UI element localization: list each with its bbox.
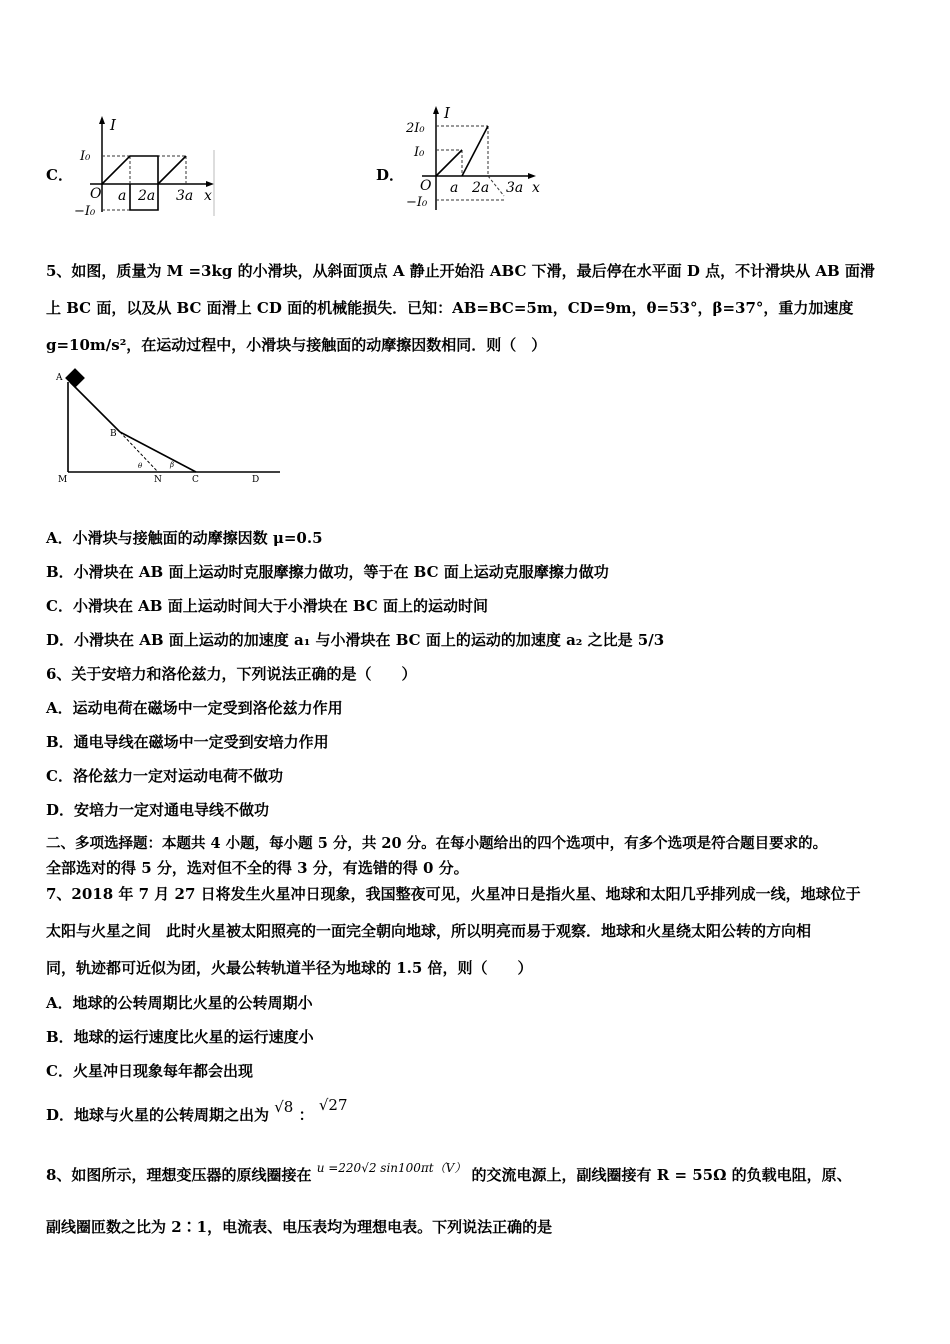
graph-c-x-arrow: [206, 181, 214, 187]
graph-d-curve: [436, 150, 462, 176]
graph-d-i0: I₀: [414, 145, 425, 160]
q5-fig-label-m: M: [58, 475, 68, 485]
q5-stem-line-1: 5、如图，质量为 M =3kg 的小滑块，从斜面顶点 A 静止开始沿 ABC 下滑，最后停在水平面 D 点，不计滑块从 AB 面滑: [46, 262, 875, 280]
option-d-label: D．: [376, 166, 405, 184]
q8-stem-line-2: 副线圈匝数之比为 2∶1，电流表、电压表均为理想电表。下列说法正确的是: [46, 1218, 553, 1236]
q6-stem: 6、关于安培力和洛伦兹力，下列说法正确的是（ ）: [46, 665, 417, 683]
q5-stem-line-2: 上 BC 面，以及从 BC 面滑上 CD 面的机械能损失．已知：AB=BC=5m，CD=9m，θ=53°，β=37°，重力加速度: [46, 299, 854, 317]
q7-stem-line-2: 太阳与火星之间 此时火星被太阳照亮的一面完全朝向地球，所以明亮而易于观察．地球和火星绕太阳公转的方向相: [46, 922, 812, 940]
q7-option-d-separator: ：: [298, 1106, 314, 1124]
q5-fig-label-c: C: [192, 475, 199, 485]
graph-d-2i0: 2I₀: [406, 121, 425, 136]
graph-c-curve: [102, 156, 158, 184]
graph-c-origin: O: [90, 186, 102, 202]
q7-option-a: A．地球的公转周期比火星的公转周期小: [46, 994, 313, 1012]
q5-incline-figure: [54, 368, 294, 488]
q7-option-b: B．地球的运行速度比火星的运行速度小: [46, 1028, 314, 1046]
q5-option-a: A．小滑块与接触面的动摩擦因数 μ=0.5: [46, 529, 323, 547]
q7-stem-line-3: 同，轨迹都可近似为团，火最公转轨道半径为地球的 1.5 倍，则（ ）: [46, 959, 533, 977]
q6-option-b: B．通电导线在磁场中一定受到安培力作用: [46, 733, 329, 751]
graph-c-tick-a: a: [118, 188, 127, 204]
graph-c-neg-i0: −I₀: [74, 204, 96, 219]
section2-line-1: 二、多项选择题：本题共 4 小题，每小题 5 分，共 20 分。在每小题给出的四个选项中，有多个选项是符合题目要求的。: [46, 835, 828, 852]
graph-c-y-arrow: [99, 116, 105, 124]
graph-d-tick-3a: 3a: [506, 180, 524, 196]
graph-d-tick-a: a: [450, 180, 459, 196]
graph-d-y-arrow: [433, 106, 439, 114]
graph-d-tick-2a: 2a: [472, 180, 490, 196]
q5-fig-label-beta: β: [170, 461, 175, 469]
graph-d: [400, 100, 560, 218]
graph-d-origin: O: [420, 178, 432, 194]
graph-c: [72, 112, 232, 222]
q8-stem-line-1: [46, 1161, 852, 1187]
q5-stem-line-3: g=10m/s²，在运动过程中，小滑块与接触面的动摩擦因数相同．则（ ）: [46, 336, 547, 354]
q7-option-d: [46, 1096, 348, 1126]
option-c-label: C．: [46, 166, 73, 184]
graph-c-tick-3a: 3a: [176, 188, 194, 204]
q8-formula: u =220√2 sin100πt（V）: [316, 1161, 467, 1175]
graph-d-x-arrow: [528, 173, 536, 179]
q7-option-d-value-2: √27: [318, 1096, 348, 1114]
q5-fig-label-d: D: [252, 475, 260, 485]
q5-fig-label-a: A: [56, 373, 63, 383]
q8-suffix: 的交流电源上，副线圈接有 R = 55Ω 的负载电阻，原、: [471, 1166, 852, 1184]
q6-option-d: D．安培力一定对通电导线不做功: [46, 801, 270, 819]
q5-fig-label-b: B: [110, 429, 117, 439]
graph-c-i0: I₀: [80, 149, 91, 164]
q5-fig-label-n: N: [154, 475, 162, 485]
q7-option-d-value-1: √8: [274, 1098, 294, 1116]
q5-fig-label-theta: θ: [138, 462, 143, 470]
graph-c-y-label: I: [110, 116, 116, 134]
graph-d-neg-i0: −I₀: [406, 195, 428, 210]
graph-c-x-label: x: [204, 188, 212, 204]
q5-option-c: C．小滑块在 AB 面上运动时间大于小滑块在 BC 面上的运动时间: [46, 597, 489, 615]
q5-option-d: D．小滑块在 AB 面上运动的加速度 a₁ 与小滑块在 BC 面上的运动的加速度 a₂ 之比是 5/3: [46, 631, 665, 649]
graph-d-y-label: I: [444, 104, 450, 122]
graph-d-x-label: x: [532, 180, 540, 196]
graph-c-tick-2a: 2a: [138, 188, 156, 204]
q8-prefix: 8、如图所示，理想变压器的原线圈接在: [46, 1166, 312, 1184]
q6-option-c: C．洛伦兹力一定对运动电荷不做功: [46, 767, 283, 785]
q7-option-c: C．火星冲日现象每年都会出现: [46, 1062, 253, 1080]
q7-stem-line-1: 7、2018 年 7 月 27 日将发生火星冲日现象，我国整夜可见，火星冲日是指火星、地球和太阳几乎排列成一线，地球位于: [46, 885, 861, 903]
section2-line-2: 全部选对的得 5 分，选对但不全的得 3 分，有选错的得 0 分。: [46, 859, 469, 877]
q5-option-b: B．小滑块在 AB 面上运动时克服摩擦力做功，等于在 BC 面上运动克服摩擦力做功: [46, 563, 609, 581]
q6-option-a: A．运动电荷在磁场中一定受到洛伦兹力作用: [46, 699, 343, 717]
q7-option-d-prefix: D．地球与火星的公转周期之出为: [46, 1106, 270, 1124]
